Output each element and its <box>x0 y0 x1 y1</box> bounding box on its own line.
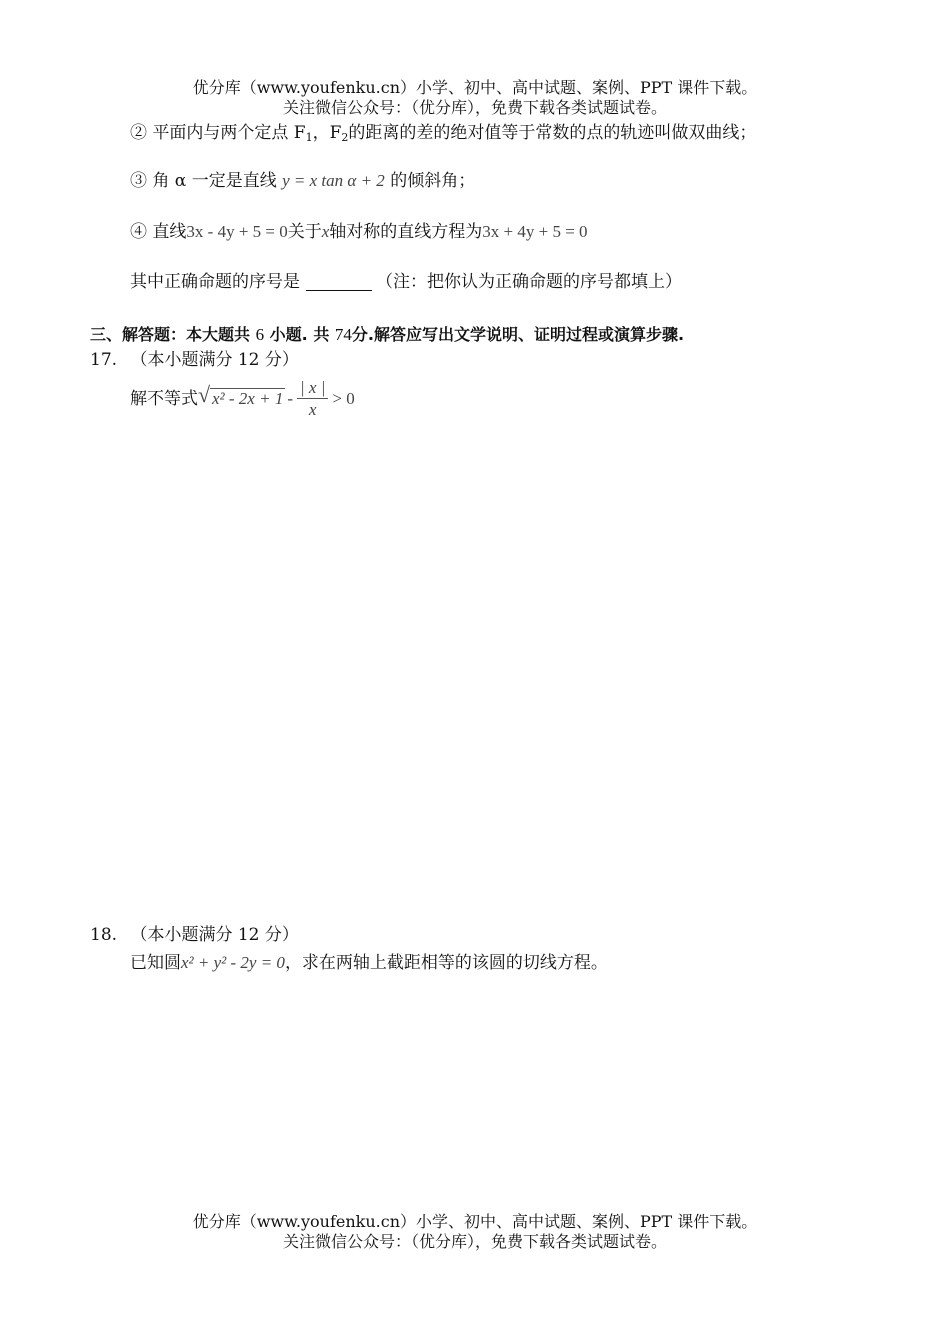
statement-3 <box>130 170 475 192</box>
q18-problem <box>130 952 608 974</box>
q17-frac-den: x <box>308 400 317 419</box>
radical-sign-icon: √ <box>198 382 211 407</box>
q17-relation: > 0 <box>332 389 355 408</box>
statement-2-text-b: ，F <box>312 123 342 143</box>
q17-problem <box>130 378 355 421</box>
q17-radicand: x² - 2x + 1 <box>212 389 284 408</box>
q17-minus: - <box>287 389 293 408</box>
statement-3-text-a: 角 α 一定是直线 <box>147 171 277 191</box>
answer-prompt-line <box>130 271 682 293</box>
statement-4-text-c: 轴对称的直线方程为 <box>329 222 483 242</box>
footer-line-1: 优分库（www.youfenku.cn）小学、初中、高中试题、案例、PPT 课件下载。 <box>192 1212 758 1231</box>
answer-blank[interactable] <box>306 272 372 291</box>
statement-4-axis: x <box>321 222 330 241</box>
section-3-title-a: 三、解答题：本大题共 <box>90 325 251 344</box>
section-3-tail: 分.解答应写出文学说明、证明过程或演算步骤. <box>351 325 685 344</box>
statement-2-sub-2: 2 <box>341 131 349 144</box>
statement-4 <box>130 221 588 243</box>
statement-3-text-b: 的倾斜角； <box>390 171 476 191</box>
footer-line-2: 关注微信公众号：（优分库），免费下载各类试题试卷。 <box>282 1232 667 1251</box>
statement-4-marker: ④ <box>130 222 147 242</box>
statement-2-text-c: 的距离的差的绝对值等于常数的点的轨迹叫做双曲线； <box>348 123 757 143</box>
q17-sqrt <box>198 382 285 410</box>
statement-2-sub-1: 1 <box>305 131 313 144</box>
answer-prompt: 其中正确命题的序号是 <box>130 272 300 292</box>
q17-frac-num: | x | <box>297 378 328 399</box>
q18-number: 18. <box>90 925 118 945</box>
section-3-count: 6 <box>255 325 265 344</box>
statement-4-formula-2: 3x + 4y + 5 = 0 <box>482 222 588 241</box>
section-3-title <box>90 322 684 345</box>
q18-header <box>90 924 299 946</box>
q17-number: 17. <box>90 350 118 370</box>
q17-prompt: 解不等式 <box>130 389 198 409</box>
q17-points: （本小题满分 12 分） <box>130 350 299 370</box>
header-line-2: 关注微信公众号：（优分库），免费下载各类试题试卷。 <box>282 98 667 117</box>
q18-prompt: 已知圆 <box>130 953 181 973</box>
statement-4-text-a: 直线 <box>147 222 187 242</box>
q18-points: （本小题满分 12 分） <box>130 925 299 945</box>
section-3-score: 74 <box>334 325 352 344</box>
statement-2-marker: ② <box>130 123 147 143</box>
q18-tail: ，求在两轴上截距相等的该圆的切线方程。 <box>284 953 608 973</box>
statement-3-formula: y = x tan α + 2 <box>282 171 385 190</box>
answer-note: （注：把你认为正确命题的序号都填上） <box>376 272 682 292</box>
section-3-mid: 小题. 共 <box>269 325 330 344</box>
q17-fraction <box>297 378 328 421</box>
statement-3-marker: ③ <box>130 171 147 191</box>
statement-2 <box>130 122 756 144</box>
statement-4-formula-1: 3x - 4y + 5 = 0 <box>186 222 288 241</box>
header-line-1: 优分库（www.youfenku.cn）小学、初中、高中试题、案例、PPT 课件下载。 <box>192 78 758 97</box>
q17-header <box>90 349 299 371</box>
statement-4-text-b: 关于 <box>287 222 322 242</box>
statement-2-text-a: 平面内与两个定点 F <box>147 123 306 143</box>
q18-equation: x² + y² - 2y = 0 <box>181 953 285 972</box>
